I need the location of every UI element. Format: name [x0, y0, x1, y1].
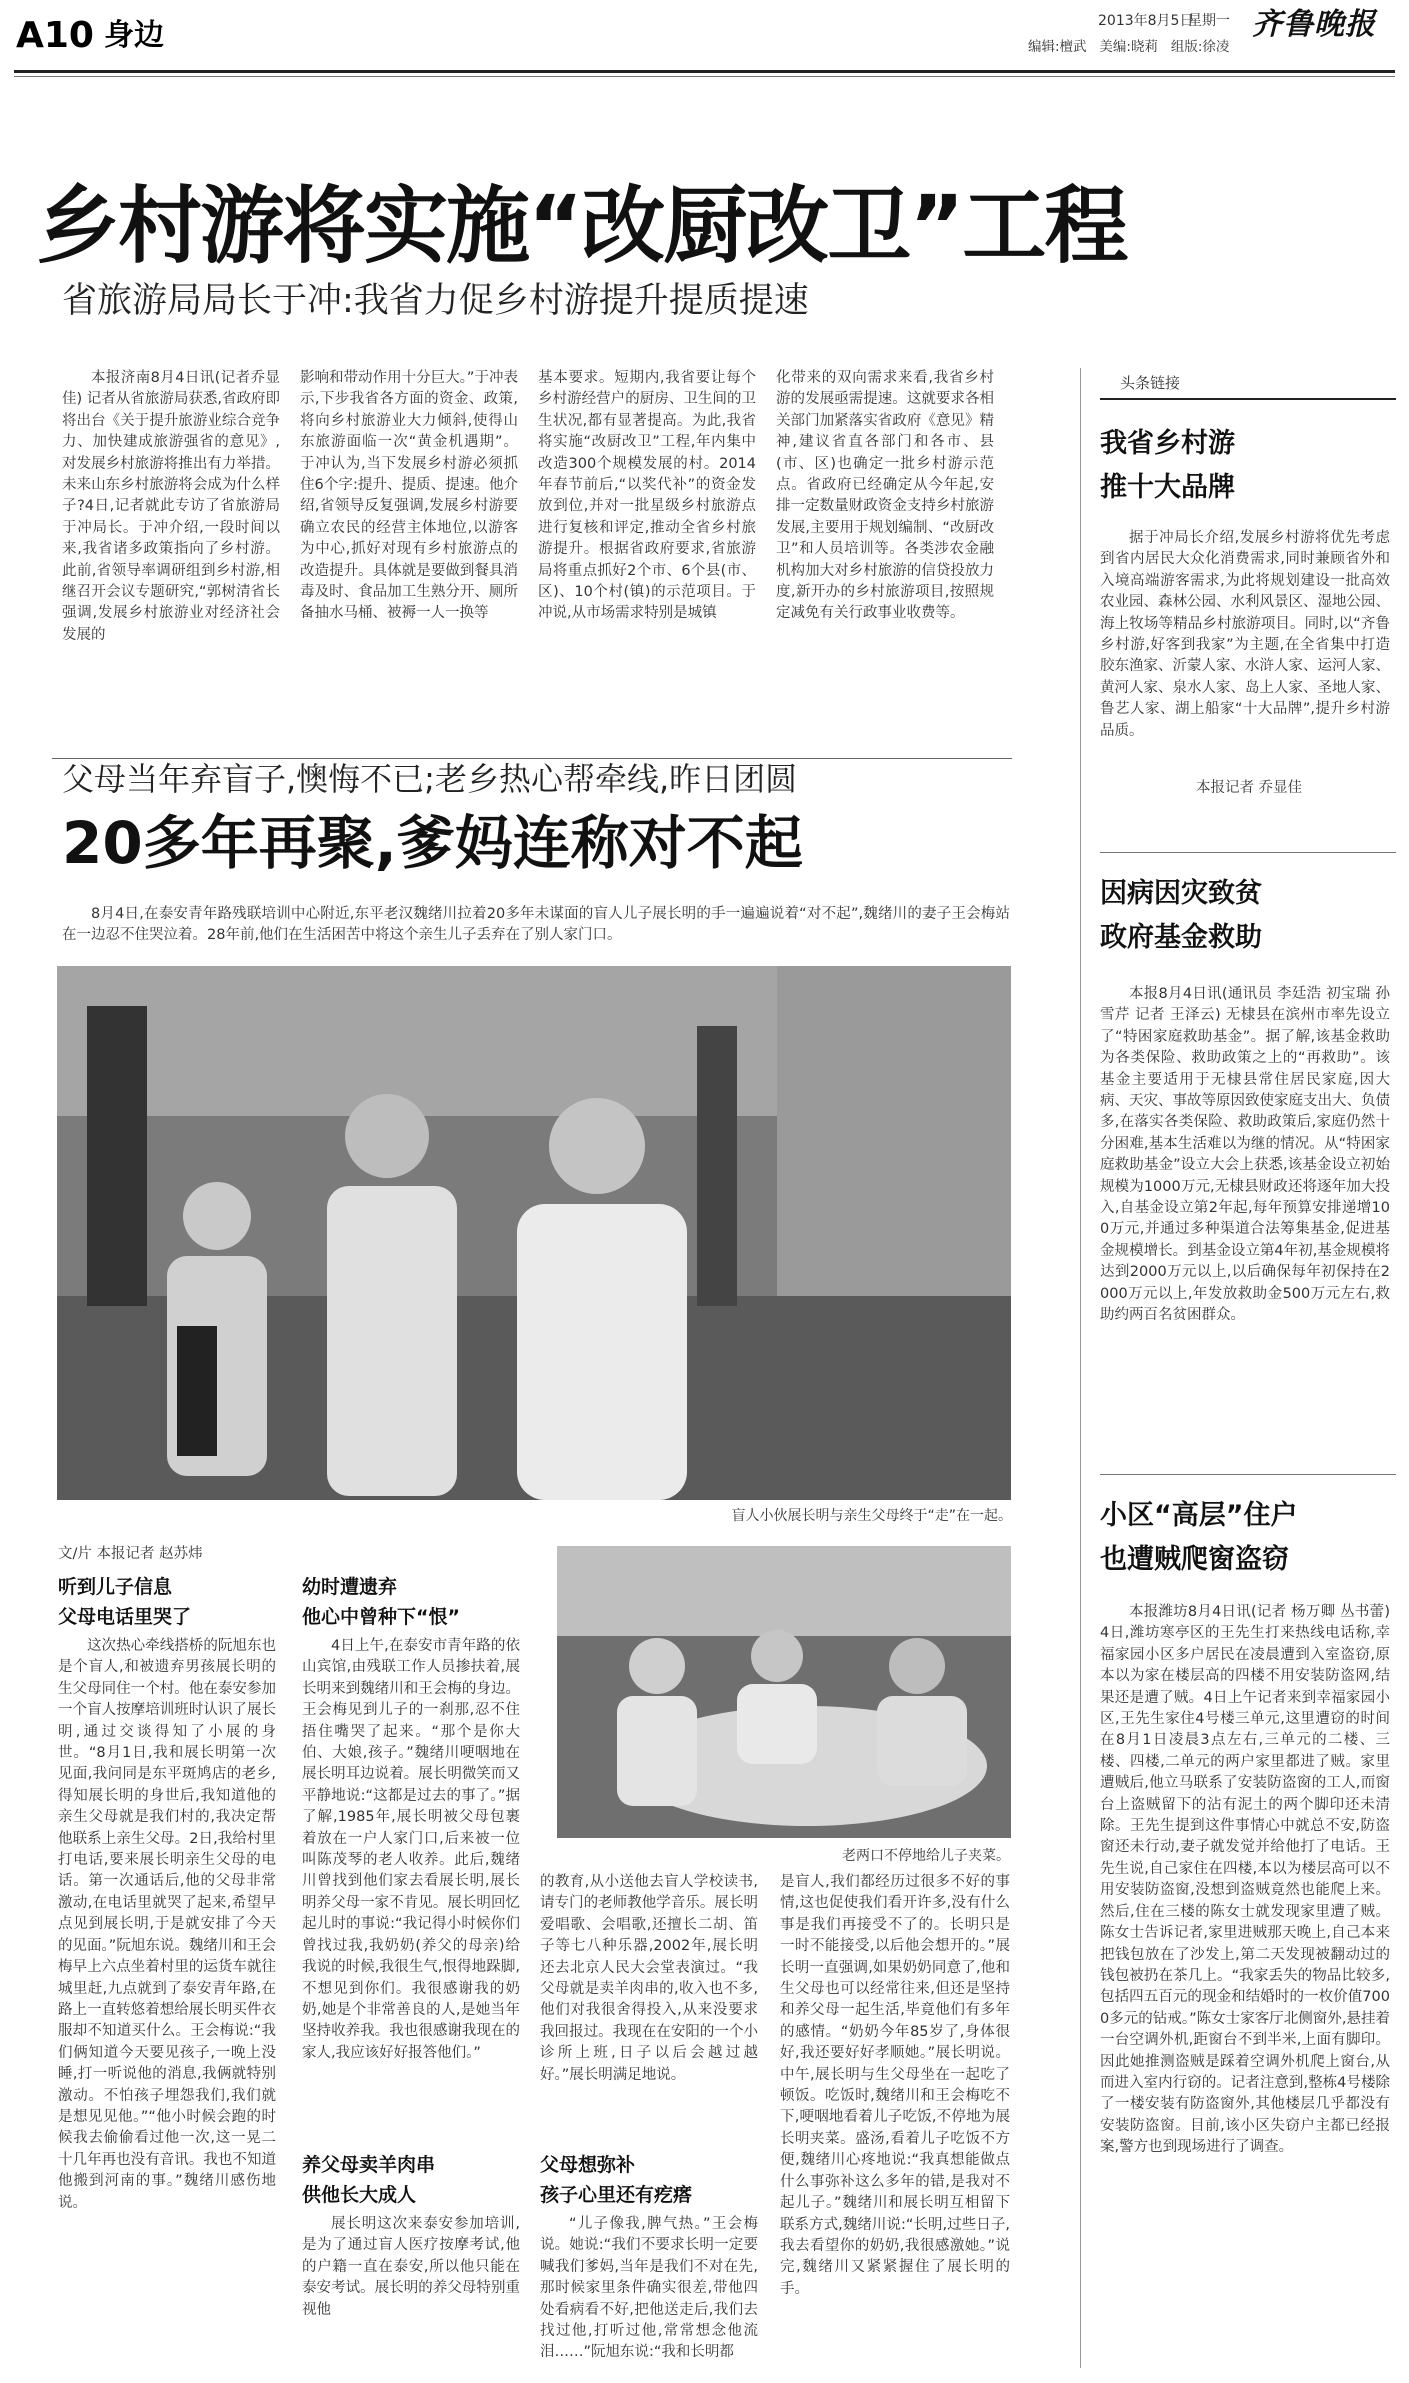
- sidebar-separator: [1080, 368, 1081, 2368]
- story1-col2-text: 影响和带动作用十分巨大。”于冲表示,下步我省各方面的资金、政策,将向乡村旅游业大力倾斜,使得山东旅游面临一次“黄金机遇期”。于冲认为,当下发展乡村游必须抓住6个字:提升、提质、提速。他介绍,省领导反复强调,发展乡村游要确立农民的经营主体地位,以游客为中心,抓好对现有乡村旅游点的改造提升。具体就是要做到餐具消毒及时、食品加工生熟分开、厕所备抽水马桶、被褥一人一换等: [300, 370, 518, 622]
- story2-column-1: [58, 1636, 276, 2378]
- sidebar-item2-title: [1100, 872, 1380, 960]
- sidebar-item3-text: 本报潍坊8月4日讯(记者 杨万卿 丛书蕾) 4日,潍坊寒亭区的王先生打来热线电话称,幸福家园小区多户居民在凌晨遭到入室盗窃,原本以为家在楼层高的四楼不用安装防盗网,结果还是遭了贼。4日上午记者来到幸福家园小区,王先生家住4号楼三单元,这里遭窃的时间在8月1日凌晨3点左右,三单元的二楼、三楼、四楼,二单元的两户家里都进了贼。家里遭贼后,他立马联系了安装防盗窗的工人,而窗台上盗贼留下的沾有泥土的两个脚印还未清除。王先生提到这件事情心中就总不安,防盗窗还未行动,妻子就发觉并给他打了电话。王先生说,自己家住在四楼,本以为楼层高可以不用安装防盗窗,没想到盗贼竟然也能爬上来。然后,住在三楼的陈女士就发现家里遭了贼。陈女士告诉记者,家里进贼那天晚上,自己本来把钱包放在了沙发上,第二天发现被翻动过的钱包被扔在茶几上。“我家丢失的物品比较多,包括四五百元的现金和结婚时的一枚价值7000多元的钻戒。”陈女士家客厅北侧窗外,悬挂着一台空调外机,距窗台不到半米,上面有脚印。因此她推测盗贼是踩着空调外机爬上窗台,从而进入室内行窃的。记者注意到,整栋4号楼除了一楼安装有防盗窗外,其他楼层几乎都没有安装防盗窗。目前,该小区失窃户主都已经报案,警方也到现场进行了调查。: [1100, 1604, 1390, 2156]
- reunion-photo-caption: 盲人小伙展长明与亲生父母终于“走”在一起。: [731, 1508, 1012, 1524]
- section-name: 身边: [104, 18, 164, 53]
- story2-column-3b: [540, 2214, 758, 2364]
- story2-column-2b: [302, 2214, 520, 2364]
- sidebar-item3-title-line-1: 小区“高层”住户: [1100, 1500, 1298, 1531]
- story2-column-2a: [302, 1636, 520, 2140]
- story1-column-3: [538, 368, 756, 754]
- sidebar-item3-title-line-2: 也遭贼爬窗盗窃: [1100, 1544, 1289, 1575]
- story2-column-3a: [540, 1872, 758, 2150]
- story2-subhead-2: [302, 1572, 520, 1632]
- dinner-photo-caption: 老两口不停地给儿子夹菜。: [842, 1848, 1010, 1864]
- masthead-logo: 齐鲁晚报: [1252, 7, 1376, 42]
- story2-kicker: 父母当年弃盲子,懊悔不已;老乡热心帮牵线,昨日团圆: [62, 760, 798, 798]
- subhead-4-line-2: 孩子心里还有疙瘩: [540, 2184, 693, 2206]
- page-number: A10: [16, 15, 94, 56]
- sidebar-item2-body: [1100, 984, 1390, 1424]
- reunion-photo-illustration: [57, 966, 1011, 1500]
- story2-col3b-text: “儿子像我,脾气热。”王会梅说。她说:“我们不要求长明一定要喊我们爹妈,当年是我们不对在先,那时候家里条件确实很差,带他四处看病看不好,把他送走后,我们去找过他,打听过他,常常想念他流泪……”阮旭东说:“我和长明都: [540, 2216, 758, 2361]
- story1-col4-text: 化带来的双向需求来看,我省乡村游的发展亟需提速。这就要求各相关部门加紧落实省政府《意见》精神,建议省直各部门和各市、县(市、区)也确定一批乡村游示范点。省政府已经确定从今年起,安排一定数量财政资金支持乡村旅游发展,主要用于规划编制、“改厨改卫”和人员培训等。各类涉农金融机构加大对乡村旅游的信贷投放力度,新开办的乡村旅游项目,按照规定减免有关行政事业收费等。: [776, 370, 994, 622]
- sidebar-item1-title-line-1: 我省乡村游: [1100, 428, 1235, 459]
- issue-weekday: 星期一: [1188, 13, 1230, 29]
- subhead-2-line-2: 他心中曾种下“恨”: [302, 1606, 460, 1628]
- sidebar-item1-credit: 本报记者 乔显佳: [1196, 780, 1303, 796]
- dinner-photo: [557, 1546, 1011, 1838]
- story1-subheadline: 省旅游局局长于冲:我省力促乡村游提升提质提速: [62, 281, 809, 321]
- story1-col1-text: 本报济南8月4日讯(记者乔显佳) 记者从省旅游局获悉,省政府即将出台《关于提升旅游业综合竞争力、加快建成旅游强省的意见》,对发展乡村旅游将推出有力举措。未来山东乡村旅游将会成为什么样子?4日,记者就此专访了省旅游局于冲局长。于冲介绍,一段时间以来,我省诸多政策指向了乡村游。此前,省领导率调研组到乡村游,相继召开会议专题研究,“郭树清省长强调,发展乡村旅游业对经济社会发展的: [62, 370, 280, 643]
- sidebar-item2-text: 本报8月4日讯(通讯员 李廷浩 初宝瑞 孙雪芹 记者 王泽云) 无棣县在滨州市率先设立了“特困家庭救助基金”。据了解,该基金救助为各类保险、救助政策之上的“再救助”。该基金主要适用于无棣县常住居民家庭,因大病、天灾、事故等原因致使家庭支出大、负债多,在落实各类保险、救助政策后,家庭仍然十分困难,基本生活难以为继的情况。从“特困家庭救助基金”设立大会上获悉,该基金设立初始规模为1000万元,无棣县财政还将逐年加大投入,自基金设立第2年起,每年预算安排递增100万元,并通过多种渠道合法筹集基金,促进基金规模增长。到基金设立第4年初,基金规模将达到2000万元以上,以后确保每年初保持在2000万元以上,年发放救助金500万元左右,救助约两百名贫困群众。: [1100, 986, 1390, 1324]
- story2-subhead-4: [540, 2150, 758, 2210]
- story2-col1-text: 这次热心牵线搭桥的阮旭东也是个盲人,和被遗弃男孩展长明的生父母同住一个村。他在泰安参加一个盲人按摩培训班时认识了展长明,通过交谈得知了小展的身世。“8月1日,我和展长明第一次见面,我问同是东平斑鸠店的老乡,得知展长明的身世后,我知道他的亲生父母就是我们村的,我决定帮他联系上亲生父母。2日,我给村里打电话,要来展长明亲生父母的电话。第一次通话后,他的父母非常激动,在电话里就哭了起来,希望早点见到展长明,于是就安排了今天的见面。”阮旭东说。魏绪川和王会梅早上六点坐着村里的运货车就往城里赶,九点就到了泰安青年路,在路上一直转悠着想给展长明买件衣服却不知道买什么。王会梅说:“我们俩知道今天要见孩子,一晚上没睡,打一听说他的消息,我俩就特别激动。不怕孩子埋怨我们,我们就是想见见他。”“他小时候会跑的时候我去偷偷看过他一次,这一晃二十几年再也没有音讯。我也不知道他搬到河南的事。”魏绪川感伤地说。: [58, 1638, 276, 2211]
- sidebar-item3-title: [1100, 1494, 1390, 1582]
- story2-col3a-text: 的教育,从小送他去盲人学校读书,请专门的老师教他学音乐。展长明爱唱歌、会唱歌,还擅长二胡、笛子等七八种乐器,2002年,展长明还去北京人民大会堂表演过。“我父母就是卖羊肉串的,收入也不多,他们对我很舍得投入,从来没要求我回报过。我现在在安阳的一个小诊所上班,日子以后会越过越好。”展长明满足地说。: [540, 1874, 758, 2083]
- story1-col3-text: 基本要求。短期内,我省要让每个乡村游经营户的厨房、卫生间的卫生状况,都有显著提高。为此,我省将实施“改厨改卫”工程,年内集中改造300个规模发展的村。2014年春节前后,“以奖代补”的资金发放到位,并对一批星级乡村旅游点进行复核和评定,推动全省乡村旅游提升。根据省政府要求,省旅游局将重点抓好2个市、6个县(市、区)、10个村(镇)的示范项目。于冲说,从市场需求特别是城镇: [538, 370, 756, 622]
- subhead-1-line-1: 听到儿子信息: [58, 1576, 173, 1598]
- reunion-photo: [57, 966, 1011, 1500]
- sidebar-label: 头条链接: [1120, 374, 1181, 392]
- story2-subhead-3: [302, 2150, 520, 2210]
- subhead-3-line-2: 供他长大成人: [302, 2184, 417, 2206]
- sidebar-item1-text: 据于冲局长介绍,发展乡村游将优先考虑到省内居民大众化消费需求,同时兼顾省外和入境高端游客需求,为此将规划建设一批高效农业园、森林公园、水利风景区、湿地公园、海上牧场等精品乡村旅游项目。同时,以“齐鲁乡村游,好客到我家”为主题,在全省集中打造胶东渔家、沂蒙人家、水浒人家、运河人家、黄河人家、泉水人家、岛上人家、圣地人家、鲁艺人家、湖上船家“十大品牌”,提升乡村游品质。: [1100, 530, 1390, 739]
- story2-credit: 文/片 本报记者 赵苏炜: [58, 1546, 203, 1562]
- sidebar-divider-2: [1100, 1474, 1396, 1475]
- subhead-1-line-2: 父母电话里哭了: [58, 1606, 192, 1628]
- story1-column-4: [776, 368, 994, 754]
- page-header: [0, 0, 1409, 72]
- issue-date: 2013年8月5日: [1098, 13, 1194, 29]
- header-rule-thin: [14, 76, 1395, 77]
- sidebar-item1-body: [1100, 528, 1390, 798]
- dinner-photo-illustration: [557, 1546, 1011, 1838]
- story2-headline: 20多年再聚,爹妈连称对不起: [62, 809, 803, 877]
- story1-headline: 乡村游将实施“改厨改卫”工程: [36, 177, 1127, 275]
- subhead-2-line-1: 幼时遭遗弃: [302, 1576, 398, 1598]
- story2-col4-text: 是盲人,我们都经历过很多不好的事情,这也促使我们看开许多,没有什么事是我们再接受不了的。长明只是一时不能接受,以后他会想开的。”展长明一直强调,如果奶奶同意了,他和生父母也可以经常往来,但还是坚持和养父母一起生活,毕竟他们有多年的感情。“奶奶今年85岁了,身体很好,我还要好好孝顺她。”展长明说。中午,展长明与生父母坐在一起吃了顿饭。吃饭时,魏绪川和王会梅吃不下,哽咽地看着儿子吃饭,不停地为展长明夹菜。盛汤,看着儿子吃饭不方便,魏绪川心疼地说:“我真想能做点什么事弥补这么多年的错,是我对不起儿子。”魏绪川和展长明互相留下联系方式,魏绪川说:“长明,过些日子,我去看望你的奶奶,我很感激她。”说完,魏绪川又紧紧握住了展长明的手。: [780, 1874, 1010, 2297]
- subhead-4-line-1: 父母想弥补: [540, 2154, 636, 2176]
- editor-line: 编辑:檀武 美编:晓莉 组版:徐凌: [1028, 39, 1230, 55]
- sidebar-item3-body: [1100, 1602, 1390, 2372]
- story2-column-4: [780, 1872, 1010, 2364]
- header-rule: [14, 70, 1395, 73]
- subhead-3-line-1: 养父母卖羊肉串: [302, 2154, 436, 2176]
- sidebar-label-rule: [1100, 398, 1396, 400]
- story2-subhead-1: [58, 1572, 276, 1632]
- story2-col2b-text: 展长明这次来泰安参加培训,是为了通过盲人医疗按摩考试,他的户籍一直在泰安,所以他只能在泰安考试。展长明的养父母特别重视他: [302, 2216, 520, 2318]
- story2-lead-text: 8月4日,在泰安青年路残联培训中心附近,东平老汉魏绪川拉着20多年未谋面的盲人儿子展长明的手一遍遍说着“对不起”,魏绪川的妻子王会梅站在一边忍不住哭泣着。28年前,他们在生活困苦中将这个亲生儿子丢弃在了别人家门口。: [62, 906, 1010, 944]
- story1-column-2: [300, 368, 518, 754]
- sidebar-item2-title-line-1: 因病因灾致贫: [1100, 878, 1262, 909]
- sidebar-divider-1: [1100, 852, 1396, 853]
- sidebar-item1-title: [1100, 422, 1380, 510]
- sidebar-item1-title-line-2: 推十大品牌: [1100, 472, 1235, 503]
- story2-lead: [62, 904, 1010, 950]
- story2-col2a-text: 4日上午,在泰安市青年路的依山宾馆,由残联工作人员掺扶着,展长明来到魏绪川和王会梅的身边。王会梅见到儿子的一刹那,忍不住捂住嘴哭了起来。“那个是你大伯、大娘,孩子。”魏绪川哽咽地在展长明耳边说着。展长明微笑而又平静地说:“这都是过去的事了。”据了解,1985年,展长明被父母包裹着放在一户人家门口,后来被一位叫陈茂琴的老人收养。此后,魏绪川曾找到他们家去看展长明,展长明养父母一家不肯见。展长明回忆起儿时的事说:“我记得小时候你们曾找过我,我奶奶(养父的母亲)给我说的时候,我很生气,恨得地跺脚,不想见到你们。我很感谢我的奶奶,她是个非常善良的人,是她当年坚持收养我。我也很感谢我现在的家人,我应该好好报答他们。”: [302, 1638, 520, 2061]
- sidebar-item2-title-line-2: 政府基金救助: [1100, 922, 1262, 953]
- story1-column-1: [62, 368, 280, 754]
